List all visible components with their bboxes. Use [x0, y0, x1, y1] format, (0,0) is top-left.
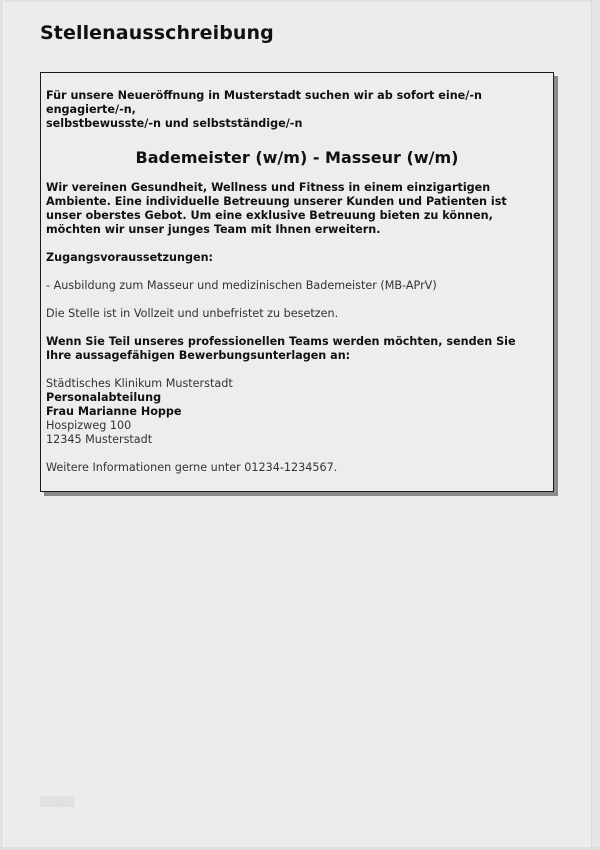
- description-line: möchten wir unser junges Team mit Ihnen erweitern.: [46, 223, 381, 236]
- more-info: Weitere Informationen gerne unter 01234-1234567.: [46, 461, 338, 474]
- address-city: 12345 Musterstadt: [46, 433, 153, 446]
- job-title: Bademeister (w/m) - Masseur (w/m): [135, 148, 459, 167]
- page-edge-right: [591, 0, 600, 850]
- description-line: Ambiente. Eine individuelle Betreuung unserer Kunden und Patienten ist: [46, 195, 507, 208]
- address-street: Hospizweg 100: [46, 419, 132, 432]
- address-contact: Frau Marianne Hoppe: [46, 405, 182, 418]
- cta-line: Wenn Sie Teil unseres professionellen Teams werden möchten, senden Sie: [46, 335, 516, 348]
- address-department: Personalabteilung: [46, 391, 162, 404]
- intro-line: Für unsere Neueröffnung in Musterstadt suchen wir ab sofort eine/-n: [46, 89, 482, 102]
- job-posting-box: [40, 72, 554, 492]
- intro-text: [46, 89, 548, 131]
- call-to-action: [46, 335, 548, 363]
- watermark-mark: ▒▒▒▒▒: [40, 798, 75, 808]
- requirement-item: - Ausbildung zum Masseur und medizinischen Bademeister (MB-APrV): [46, 279, 437, 292]
- description-line: Wir vereinen Gesundheit, Wellness und Fitness in einem einzigartigen: [46, 181, 491, 194]
- intro-line: engagierte/-n,: [46, 103, 136, 116]
- description: [46, 181, 548, 237]
- employment-note: Die Stelle ist in Vollzeit und unbefristet zu besetzen.: [46, 307, 339, 320]
- page-title: Stellenausschreibung: [40, 22, 274, 44]
- cta-line: Ihre aussagefähigen Bewerbungsunterlagen an:: [46, 349, 351, 362]
- page-edge-left: [0, 0, 4, 850]
- requirements-heading: Zugangsvoraussetzungen:: [46, 251, 214, 264]
- address-organization: Städtisches Klinikum Musterstadt: [46, 377, 233, 390]
- contact-address: [46, 377, 548, 447]
- description-line: unser oberstes Gebot. Um eine exklusive Betreuung bieten zu können,: [46, 209, 493, 222]
- page-edge-top: [0, 0, 600, 2]
- intro-line: selbstbewusste/-n und selbstständige/-n: [46, 117, 303, 130]
